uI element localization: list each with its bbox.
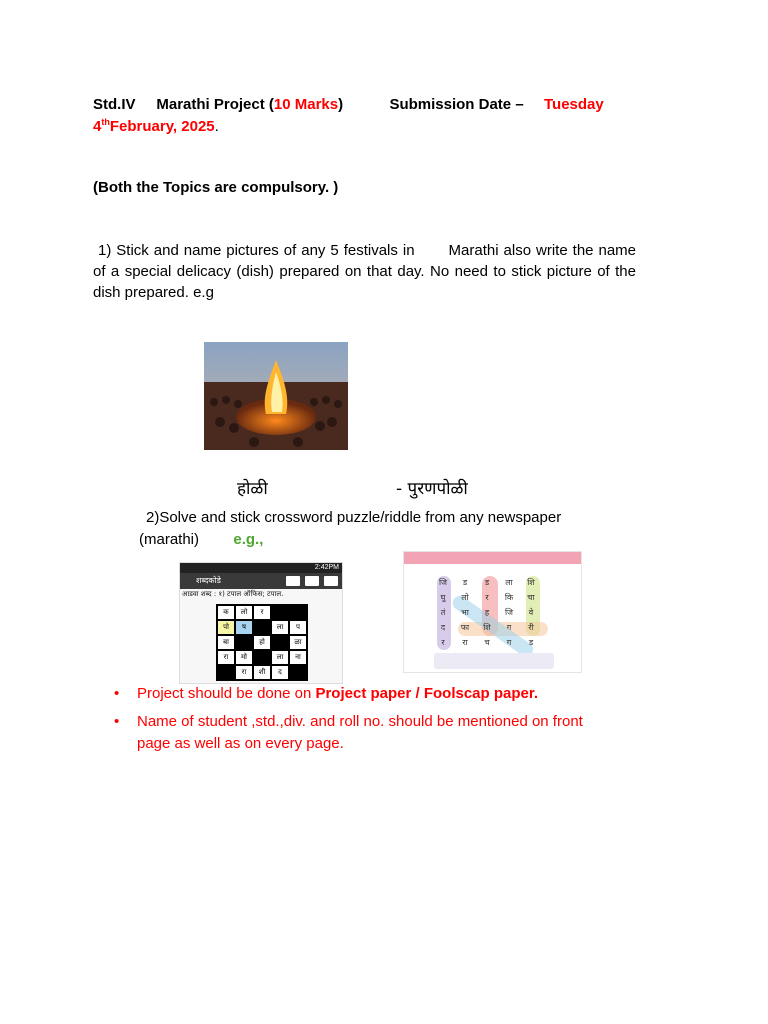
crossword-cell: द <box>271 665 289 680</box>
compulsory-note: (Both the Topics are compulsory. ) <box>93 179 339 196</box>
crossword-cell <box>271 605 289 620</box>
date-number: 4 <box>93 118 102 135</box>
word-search-cell: ह <box>484 608 490 617</box>
crossword-cell: ला <box>271 650 289 665</box>
instruction-text: Project should be done on <box>137 685 316 702</box>
word-search-cell: चा <box>527 593 535 602</box>
word-search-cell: री <box>528 623 534 632</box>
crossword-status-bar: 2:42PM <box>180 563 342 573</box>
crossword-cell <box>271 635 289 650</box>
word-search-cell: द <box>440 623 446 632</box>
date-rest: February, 2025 <box>109 118 215 135</box>
crossword-cell: ळा <box>289 635 307 650</box>
word-search-cell: जि <box>504 608 513 617</box>
submission-date <box>93 117 219 135</box>
word-search-cell: फा <box>460 623 470 632</box>
header-line <box>93 96 638 113</box>
word-search-word-list <box>434 653 554 669</box>
word-search-cell: शि <box>527 578 535 587</box>
instruction-text: Name of student ,std.,div. and roll no. should be mentioned on front page as well as on every page. <box>137 713 583 752</box>
task-1-part-a: 1) Stick and name pictures of any 5 festivals in <box>97 242 415 259</box>
app-icon <box>286 576 300 586</box>
word-search-cell: शि <box>483 623 491 632</box>
task-2: 2)Solve and stick crossword puzzle/riddle from any newspaper <box>146 509 562 526</box>
word-search-cell: वे <box>528 608 534 617</box>
word-search-cell: ड <box>484 578 490 587</box>
word-search-cell: लो <box>461 593 469 602</box>
bullet-icon: • <box>114 713 120 730</box>
task-1 <box>93 240 636 303</box>
word-search-cell: रा <box>462 638 468 647</box>
word-search-cell <box>542 620 564 635</box>
festival-name: होळी <box>237 479 268 499</box>
instruction-bold: Project paper / Foolscap paper. <box>315 685 539 702</box>
instruction-item <box>110 711 620 755</box>
word-search-cell: ग <box>506 623 512 632</box>
crossword-cell: हो <box>253 635 271 650</box>
crossword-cell <box>235 635 253 650</box>
word-search-cell: ड <box>528 638 534 647</box>
task-1-part-b: Marathi also write the name of a special delicacy (dish) prepared on that day. No need to stick picture of the dish prepared. e.g <box>93 242 637 301</box>
word-search-cell <box>542 575 564 590</box>
crossword-cell: रा <box>235 665 253 680</box>
crossword-cell: क <box>217 605 235 620</box>
date-period: . <box>214 118 219 135</box>
crossword-grid <box>216 604 308 681</box>
crossword-cell <box>217 665 235 680</box>
dish-name: - पुरणपोळी <box>396 479 468 499</box>
crossword-cell: र <box>253 605 271 620</box>
word-search-cell: र <box>441 638 445 647</box>
word-search-header <box>404 552 581 564</box>
word-search-grid <box>432 575 564 650</box>
app-icon <box>305 576 319 586</box>
subject-label: Marathi Project ( <box>156 96 274 113</box>
crossword-cell: ष <box>235 620 253 635</box>
marks-label: 10 Marks <box>273 96 339 113</box>
crossword-cell: ना <box>289 650 307 665</box>
crossword-cell <box>253 620 271 635</box>
crossword-cell: ला <box>271 620 289 635</box>
crossword-app-title: शब्दकोडे <box>196 576 221 585</box>
word-search-cell: च <box>484 638 490 647</box>
crossword-app-bar <box>180 573 342 589</box>
submission-label: Submission Date – <box>389 96 524 113</box>
crossword-cell <box>289 605 307 620</box>
crossword-cell: बा <box>217 635 235 650</box>
task-2-line-2 <box>139 531 263 548</box>
word-search-cell: र <box>485 593 489 602</box>
word-search-cell: तं <box>440 608 446 617</box>
instruction-item <box>110 683 620 705</box>
word-search-cell: जि <box>438 578 447 587</box>
eg-label: e.g., <box>233 531 264 548</box>
app-icon <box>324 576 338 586</box>
holi-bonfire-photo <box>204 342 348 450</box>
crossword-cell <box>253 650 271 665</box>
word-search-cell <box>542 605 564 620</box>
crossword-cell: मो <box>235 650 253 665</box>
word-search-screenshot <box>403 551 582 673</box>
crossword-cell: पो <box>217 620 235 635</box>
task-2-marathi: (marathi) <box>139 531 200 548</box>
crossword-cell <box>289 665 307 680</box>
crossword-cell: लो <box>235 605 253 620</box>
crossword-cell: प <box>289 620 307 635</box>
word-search-cell: ला <box>505 578 513 587</box>
bullet-icon: • <box>114 685 120 702</box>
crossword-cell: रा <box>217 650 235 665</box>
crossword-cell: शी <box>253 665 271 680</box>
word-search-cell: ड <box>462 578 468 587</box>
crossword-screenshot <box>179 562 343 684</box>
instructions-list <box>110 683 620 761</box>
word-search-cell <box>542 590 564 605</box>
crossword-clue: आडवा शब्द : १) टपाल ऑफिस; टपाल. <box>182 590 284 598</box>
std-label: Std.IV <box>93 96 136 113</box>
word-search-cell: भा <box>461 608 469 617</box>
date-suffix: th <box>101 117 110 127</box>
submission-day: Tuesday <box>544 96 604 113</box>
word-search-cell: कि <box>504 593 514 602</box>
word-search-cell: ग <box>506 638 512 647</box>
marks-close: ) <box>338 96 344 113</box>
word-search-cell <box>542 635 564 650</box>
word-search-cell: घु <box>440 593 446 602</box>
